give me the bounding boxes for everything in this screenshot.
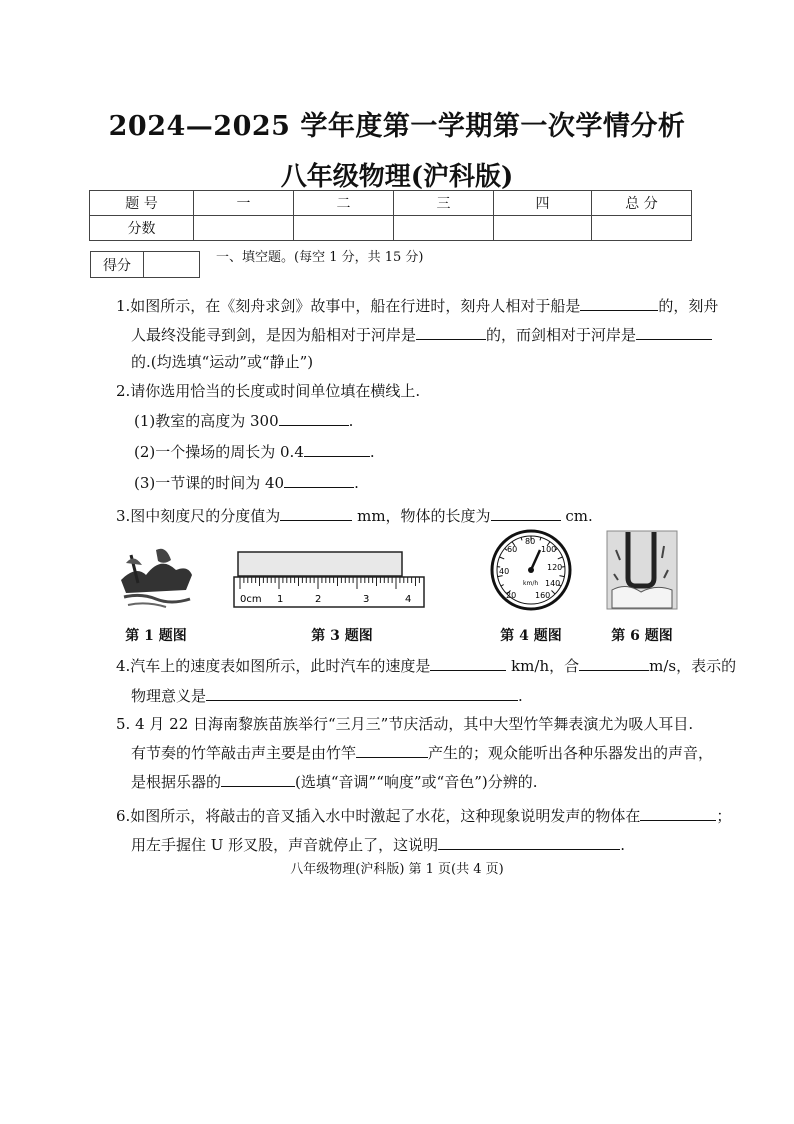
ruler-tick-label: 3 [363, 594, 370, 605]
score-entry-cell[interactable] [393, 216, 493, 241]
question-text: 物理意义是 [131, 687, 207, 705]
score-table-score-row [90, 216, 692, 241]
question-2-sub-3 [134, 469, 359, 497]
score-table-cell: 二 [293, 191, 393, 216]
answer-blank[interactable] [640, 804, 716, 821]
question-text: 6.如图所示，将敲击的音叉插入水中时激起了水花，这种现象说明发声的物体在 [116, 807, 641, 825]
answer-blank[interactable] [491, 504, 561, 521]
score-entry-cell[interactable] [493, 216, 591, 241]
section-score-box [90, 251, 200, 278]
question-6-line-2 [131, 831, 625, 859]
speedo-tick-label: 40 [499, 567, 510, 576]
question-text: mm，物体的长度为 [352, 507, 491, 525]
answer-blank[interactable] [304, 440, 370, 457]
question-text: 1.如图所示，在《刻舟求剑》故事中，船在行进时，刻舟人相对于船是 [116, 297, 581, 315]
speedo-tick-label: 80 [525, 537, 536, 546]
boat-sword-illustration [116, 535, 196, 615]
question-4-line-2 [131, 682, 523, 710]
score-table-cell: 三 [393, 191, 493, 216]
ruler-tick-label: 0cm [240, 594, 262, 605]
ruler-tick-label: 1 [277, 594, 284, 605]
answer-blank[interactable] [356, 741, 428, 758]
page-footer: 八年级物理(沪科版) 第 1 页(共 4 页) [290, 862, 504, 877]
speedometer-figure [489, 528, 573, 612]
answer-blank[interactable] [416, 323, 486, 340]
question-text: 的，刻舟 [658, 297, 719, 315]
question-1-line-3: 的.(均选填“运动”或“静止”) [131, 353, 314, 371]
section-score-entry[interactable] [144, 252, 199, 277]
question-text: m/s，表示的 [649, 657, 737, 675]
question-text: 的，而剑相对于河岸是 [486, 326, 637, 344]
question-text: . [518, 687, 523, 705]
answer-blank[interactable] [221, 770, 295, 787]
question-text: 3.图中刻度尺的分度值为 [116, 507, 281, 525]
speedo-tick-label: 160 [535, 591, 551, 600]
question-text: 人最终没能寻到剑，是因为船相对于河岸是 [131, 326, 417, 344]
question-1-line-2 [131, 321, 712, 349]
figure-6-caption: 第 6 题图 [611, 628, 673, 644]
question-text: (2)一个操场的周长为 0.4 [134, 443, 304, 461]
question-5-line-2 [131, 739, 713, 767]
answer-blank[interactable] [579, 654, 649, 671]
question-1-line-1 [116, 292, 718, 320]
figure-3-caption: 第 3 题图 [311, 628, 373, 644]
question-text: . [354, 474, 359, 492]
speedo-unit: km/h [523, 580, 539, 587]
answer-blank[interactable] [580, 294, 658, 311]
question-3 [116, 502, 593, 530]
question-2-sub-1 [134, 407, 353, 435]
speedo-tick-label: 140 [545, 579, 561, 588]
figure-1-caption: 第 1 题图 [125, 628, 187, 644]
question-text: km/h，合 [506, 657, 580, 675]
question-text: (3)一节课的时间为 40 [134, 474, 285, 492]
question-6-line-1 [116, 802, 731, 830]
score-table-cell: 题 号 [90, 191, 194, 216]
ruler-tick-label: 4 [405, 594, 412, 605]
question-text: ； [716, 807, 732, 825]
question-text: 4.汽车上的速度表如图所示，此时汽车的速度是 [116, 657, 431, 675]
speedo-tick-label: 60 [507, 545, 518, 554]
answer-blank[interactable] [636, 323, 712, 340]
question-4-line-1 [116, 652, 736, 680]
answer-blank[interactable] [438, 833, 620, 850]
question-2-sub-2 [134, 438, 375, 466]
section-score-label: 得分 [91, 252, 144, 277]
score-entry-cell[interactable] [293, 216, 393, 241]
ruler-figure [232, 550, 426, 610]
score-entry-cell[interactable] [193, 216, 293, 241]
question-text: . [369, 443, 375, 461]
answer-blank[interactable] [430, 654, 506, 671]
score-entry-cell[interactable] [591, 216, 691, 241]
exam-subtitle: 八年级物理(沪科版) [280, 162, 514, 192]
speedo-tick-label: 120 [547, 563, 563, 572]
score-table-header-row [90, 191, 692, 216]
score-table-cell: 四 [493, 191, 591, 216]
exam-title: 2024—2025 学年度第一学期第一次学情分析 [108, 111, 686, 142]
score-table-cell: 分数 [90, 216, 194, 241]
answer-blank[interactable] [279, 409, 349, 426]
ruler-tick-label: 2 [315, 594, 322, 605]
speedo-tick-label: 20 [506, 591, 517, 600]
question-text: (1)教室的高度为 300 [134, 412, 279, 430]
answer-blank[interactable] [284, 471, 354, 488]
tuning-fork-figure [606, 530, 678, 610]
question-2-stem: 2.请你选用恰当的长度或时间单位填在横线上. [116, 382, 421, 400]
answer-blank[interactable] [206, 684, 518, 701]
question-text: 有节奏的竹竿敲击声主要是由竹竿 [131, 744, 357, 762]
question-text: 产生的；观众能听出各种乐器发出的声音， [428, 744, 714, 762]
question-text: cm. [560, 507, 593, 525]
measured-object [238, 552, 402, 576]
speedo-tick-label: 100 [541, 545, 557, 554]
question-text: 是根据乐器的 [131, 773, 222, 791]
question-5-line-1: 5. 4 月 22 日海南黎族苗族举行“三月三”节庆活动，其中大型竹竿舞表演尤为吸人耳目. [116, 715, 694, 733]
answer-blank[interactable] [280, 504, 352, 521]
figure-4-caption: 第 4 题图 [500, 628, 562, 644]
question-text: 用左手握住 U 形叉股，声音就停止了，这说明 [131, 836, 439, 854]
section-heading: 一、填空题。(每空 1 分，共 15 分) [216, 250, 424, 265]
question-5-line-3 [131, 768, 538, 796]
question-text: (选填“音调”“响度”或“音色”)分辨的. [295, 773, 538, 791]
score-table-cell: 总 分 [591, 191, 691, 216]
question-text: . [348, 412, 354, 430]
score-table [89, 190, 692, 241]
score-table-cell: 一 [193, 191, 293, 216]
question-text: . [620, 836, 625, 854]
